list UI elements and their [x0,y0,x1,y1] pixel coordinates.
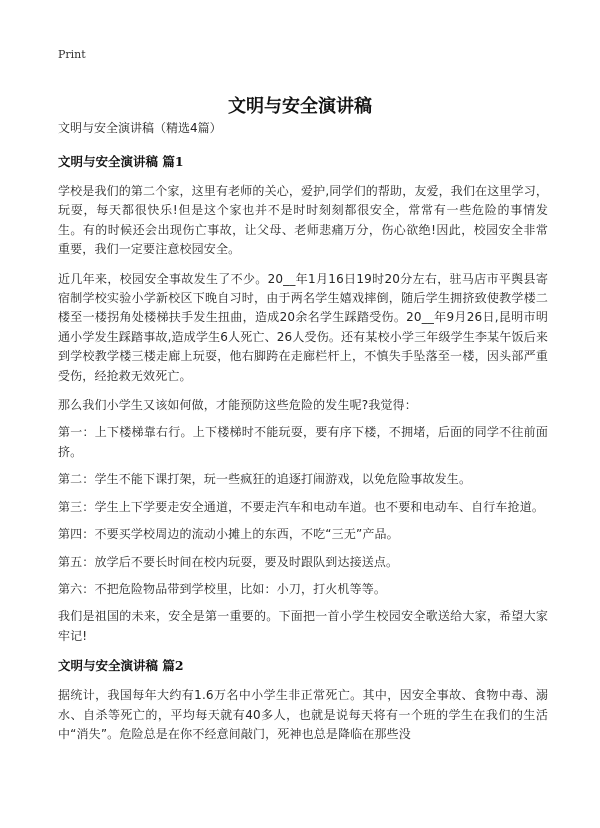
section-1 [58,152,548,646]
paragraph: 据统计，我国每年大约有1.6万名中小学生非正常死亡。其中，因安全事故、食物中毒、溺水、自杀等死亡的，平均每天就有40多人，也就是说每天将有一个班的学生在我们的生活中“消失”。危险总是在你不经意间敲门，死神也总是降临在那些没 [58,688,548,741]
paragraph: 近几年来，校园安全事故发生了不少。20__年1月16日19时20分左右，驻马店市平舆县寄宿制学校实验小学新校区下晚自习时，由于两名学生嬉戏摔倒，随后学生拥挤致使教学楼二楼至一楼拐角处楼梯扶手发生扭曲，造成20余名学生踩踏受伤。20__年9月26日,昆明市明通小学发生踩踏事故,造成学生6人死亡、26人受伤。还有某校小学三年级学生李某午饭后来到学校教学楼三楼走廊上玩耍，他右脚跨在走廊栏杆上，不慎失手坠落至一楼，因头部严重受伤，经抢救无效死亡。 [58,271,548,383]
list-item: 第五：放学后不要长时间在校内玩耍，要及时跟队到达接送点。 [58,554,399,569]
section-heading: 文明与安全演讲稿 篇1 [58,154,184,169]
list-item: 第二：学生不能下课打架，玩一些疯狂的追逐打闹游戏，以免危险事故发生。 [58,472,472,487]
document-body [58,118,548,754]
list-item: 第三：学生上下学要走安全通道，不要走汽车和电动车道。也不要和电动车、自行车抢道。 [58,499,545,514]
section-heading: 文明与安全演讲稿 篇2 [58,658,184,674]
list-item: 第六：不把危险物品带到学校里，比如：小刀，打火机等等。 [58,581,387,596]
list-item: 第一：上下楼梯靠右行。上下楼梯时不能玩耍，要有序下楼，不拥堵，后面的同学不往前面挤。 [58,425,548,459]
print-label[interactable]: Print [58,48,86,61]
document-subtitle: 文明与安全演讲稿（精选4篇） [58,121,222,135]
document-title: 文明与安全演讲稿 [228,96,372,118]
paragraph: 我们是祖国的未来，安全是第一重要的。下面把一首小学生校园安全歌送给大家，希望大家牢记! [58,609,548,643]
paragraph: 学校是我们的第二个家，这里有老师的关心，爱护,同学们的帮助，友爱，我们在这里学习，玩耍，每天都很快乐!但是这个家也并不是时时刻刻都很安全，常常有一些危险的事情发生。有的时候还会出现伤亡事故，让父母、老师悲痛万分，伤心欲绝!因此，校园安全非常重要，我们一定要注意校园安全。 [58,184,548,257]
list-item: 第四：不要买学校周边的流动小摊上的东西，不吃“三无”产品。 [58,527,399,542]
section-2 [58,656,548,744]
paragraph: 那么我们小学生又该如何做，才能预防这些危险的发生呢?我觉得： [58,398,417,413]
